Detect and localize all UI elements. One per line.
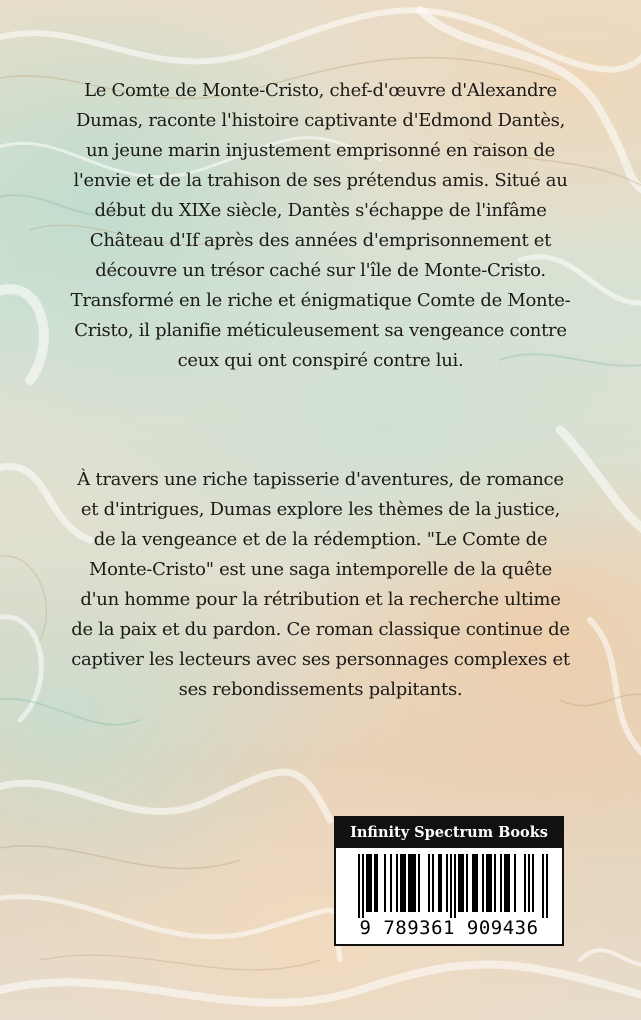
barcode-bar (508, 854, 510, 912)
barcode-bar (446, 854, 448, 912)
barcode-bar (366, 854, 368, 912)
barcode-bar (458, 854, 460, 912)
barcode-bar (368, 854, 370, 912)
barcode-bar (490, 854, 492, 912)
barcode-bar (488, 854, 490, 912)
isbn-barcode-box (334, 816, 564, 946)
barcode-bar (432, 854, 434, 912)
barcode-bar (384, 854, 386, 912)
barcode-bar (440, 854, 442, 912)
barcode-bar (476, 854, 478, 912)
barcode-bar (358, 854, 360, 918)
barcode-bar (410, 854, 412, 912)
barcode-bar (396, 854, 398, 912)
barcode-bar (370, 854, 372, 912)
barcode-bar (450, 854, 452, 918)
barcode-bar (474, 854, 476, 912)
barcode-bar (546, 854, 548, 918)
barcode-bar (472, 854, 474, 912)
barcode-bar (414, 854, 416, 912)
barcode-bar (402, 854, 404, 912)
barcode-bar (514, 854, 516, 912)
description-paragraph-2: À travers une riche tapisserie d'aventures, de romance et d'intrigues, Dumas explore les thèmes de la justice, de la vengeance et de la rédemption. "Le Comte de Monte-Cristo" est une saga intemporelle de la quête d'un homme pour la rétribution et la recherche ultime de la paix et du pardon. Ce roman classique continue de captiver les lecteurs avec ses personnages complexes et ses rebondissements palpitants. (71, 469, 570, 700)
barcode-bar (528, 854, 530, 912)
barcode-bar (460, 854, 462, 912)
barcode-bar (418, 854, 420, 912)
barcode-bar (504, 854, 506, 912)
barcode-bar (374, 854, 376, 912)
barcode-bar (524, 854, 526, 912)
publisher-name: Infinity Spectrum Books (336, 818, 562, 848)
barcode-bar (482, 854, 484, 912)
barcode-bar (506, 854, 508, 912)
description-paragraph-1: Le Comte de Monte-Cristo, chef-d'œuvre d'Alexandre Dumas, raconte l'histoire captivante d'Edmond Dantès, un jeune marin injustement emprisonné en raison de l'envie et de la trahison de ses prétendus amis. Situé au début du XIXe siècle, Dantès s'échappe de l'infâme Château d'If après des années d'emprisonnement et découvre un trésor caché sur l'île de Monte-Cristo. Transformé en le riche et énigmatique Comte de Monte-Cristo, il planifie méticuleusement sa vengeance contre ceux qui ont conspiré contre lui. (70, 80, 571, 371)
barcode-bar (542, 854, 544, 918)
barcode-bar (494, 854, 496, 912)
barcode-bar (362, 854, 364, 918)
barcode-bar (390, 854, 392, 912)
barcode-bar (428, 854, 430, 912)
barcode-bar (438, 854, 440, 912)
barcode-bar (462, 854, 464, 912)
barcode-bar (500, 854, 502, 912)
barcode-bar (486, 854, 488, 912)
barcode-bar (400, 854, 402, 912)
barcode-bar (408, 854, 410, 912)
barcode-bar (376, 854, 378, 912)
barcode-bar (404, 854, 406, 912)
barcode-bar (454, 854, 456, 918)
barcode-bar (466, 854, 468, 912)
isbn-number: 9 789361 909436 (359, 917, 539, 939)
barcode-bar (412, 854, 414, 912)
barcode-bar (532, 854, 534, 912)
